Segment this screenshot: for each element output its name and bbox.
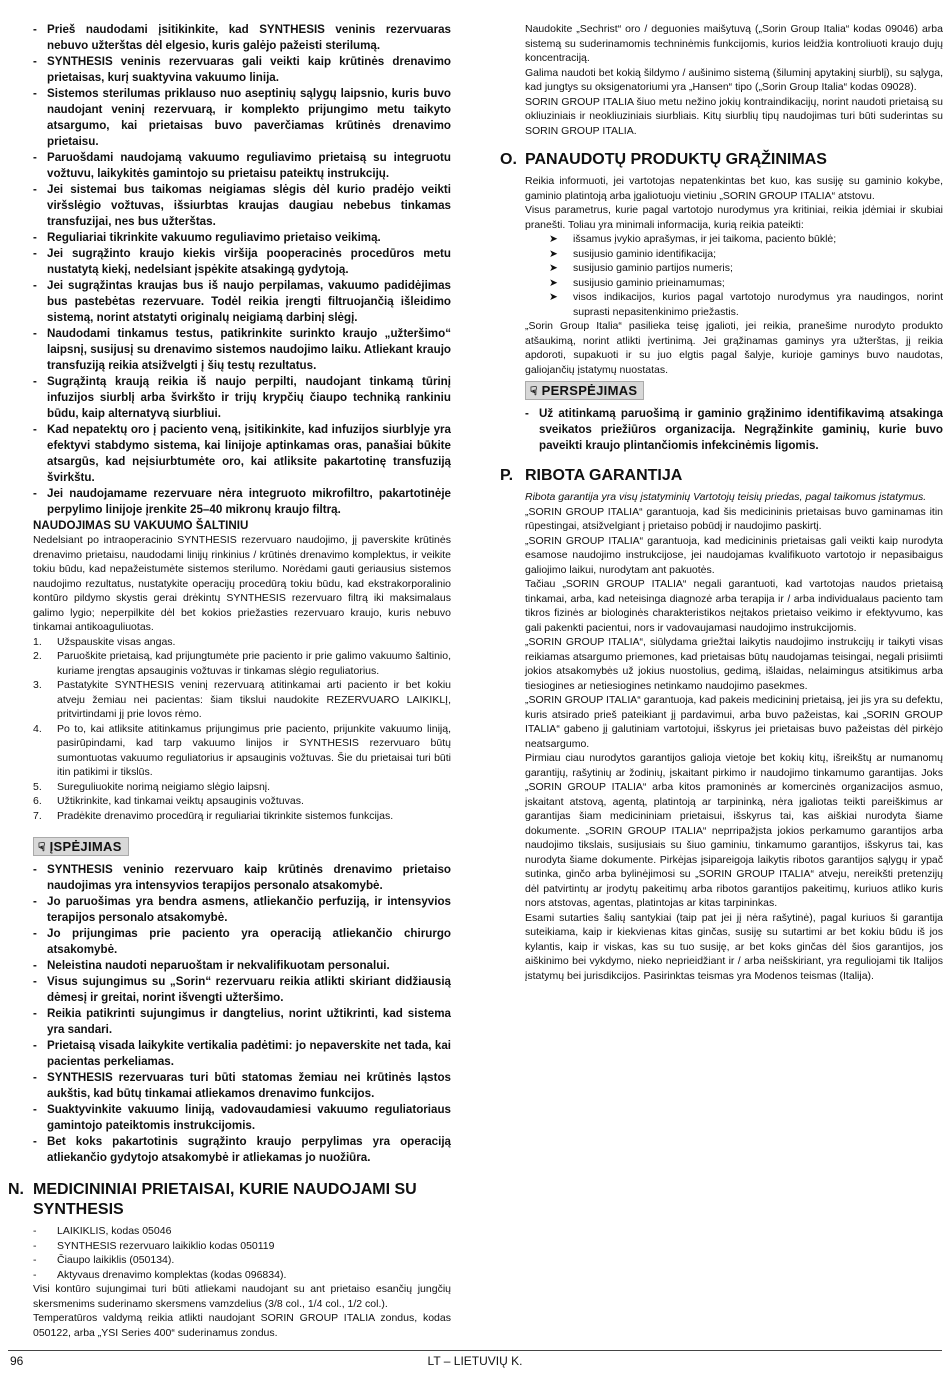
page-number: 96 xyxy=(10,1354,24,1368)
caution-list xyxy=(525,406,943,454)
list-item: - Prieš naudodami įsitikinkite, kad SYNTHESIS veninis rezervuaras nebuvo užterštas dėl elgesio, kuris galėjo pažeisti sterilumą. xyxy=(33,22,451,54)
warning-wrapper xyxy=(33,833,451,862)
caution-label: PERSPĖJIMAS xyxy=(541,383,638,398)
list-item: - Sugrąžintą kraują reikia iš naujo perpilti, naudojant tinkamą tūrinį infuzijos siurblį arba švirkšto ir trijų krypčių čiaupo techniką rankiniu būdu, kaip alternatyvą siurbliui. xyxy=(33,374,451,422)
footer-language: LT – LIETUVIŲ K. xyxy=(427,1354,523,1368)
list-item: - SYNTHESIS veninis rezervuaras gali veikti kaip krūtinės drenavimo prietaisas, kurį suaktyvina vakuumo linija. xyxy=(33,54,451,86)
top-paragraph: Galima naudoti bet kokią šildymo / aušinimo sistemą (šiluminį apytakinį siurblį), su sąlyga, kad jungtys su oksigenatoriumi yra „Hansen“ tipo („Sorin Group Italia“ kodas 09028). xyxy=(525,66,943,93)
section-p-paragraph: „SORIN GROUP ITALIA“ garantuoja, kad medicininis prietaisas gali veikti kaip nurodyta esamose naudojimo instrukcijose, jei naudojamas kvalifikuoto vartotojo ir nepasibaigus galiojimo laikui, nurodytam ant pakuotės. xyxy=(525,534,943,576)
section-p-paragraph: Tačiau „SORIN GROUP ITALIA“ negali garantuoti, kad vartotojas naudos prietaisą tinkamai, arba, kad neteisinga diagnozė arba terapija ir / arba individualaus paciento tam tikros fizinės ar biologinės charakteristikos neįtakos prietaiso veikimo ir efektyvumo, kas gali pakenkti pacientui, nors ir vadovaujamasi naudojimo instrukcijomis. xyxy=(525,578,943,634)
list-item: ➤ susijusio gaminio partijos numeris; xyxy=(549,262,733,274)
list-item: - Neleistina naudoti neparuoštam ir nekvalifikuotam personalui. xyxy=(33,958,451,974)
section-p-paragraph: Esami sutarties šalių santykiai (taip pat jei jį nėra rašytinė), pagal kuriuos ši garantija suteikiama, kaip ir kiekvienas kitas ginčas, susiję su sutartimi ar bet kokiu būdu iš jos kylantis, kaip ir viskas, kas su tuo susiję, ar bet koks ginčas dėl šios garantijos, jos aiškinimo bei vykdymo, nieko neprieidžiant ir / arba neišskiriant, yra reguliojami tik Italijos įstatymų bei jurisdikcijos. Pasirinktas teismas yra Modenos teismas (Italija). xyxy=(525,911,943,982)
list-item: - Čiaupo laikiklis (050134). xyxy=(33,1253,451,1268)
list-item: ➤ išsamus įvykio aprašymas, ir jei taikoma, paciento būklė; xyxy=(549,233,837,245)
right-column xyxy=(500,22,943,983)
section-n-paragraph: Visi kontūro sujungimai turi būti atliekami naudojant su ant prietaiso esančių jungčių skersmenims suderinamo skersmens vamzdelius (3/8 col., 1/4 col., 1/2 col.). xyxy=(33,1283,451,1310)
section-letter: O. xyxy=(500,151,517,168)
hand-pointer-icon: ☟ xyxy=(38,839,46,854)
list-item xyxy=(33,678,451,722)
list-item xyxy=(33,780,451,795)
section-o-paragraph: Reikia informuoti, jei vartotojas nepatenkintas bet kuo, kas susiję su gaminio kokybe, gaminio platintoją arba įgaliotuoju vietiniu „SORIN GROUP ITALIA“ atstovu. xyxy=(525,175,943,202)
top-paragraph: SORIN GROUP ITALIA šiuo metu nežino jokių kontraindikacijų, norint naudoti prietaisą su okliuziniais ir neokliuziniais siurbliais. Kitų siurblių tipų naudojimas turi būti suderintas su SORIN GROUP ITALIA. xyxy=(525,95,943,137)
list-item xyxy=(33,722,451,780)
step-number: 6. xyxy=(33,795,42,807)
step-text: Paruoškite prietaisą, kad prijungtumėte prie paciento ir prie galimo vakuumo šaltinio, kuriame įrengtas apsauginis vožtuvas ir tinkamas slėgio reguliatorius. xyxy=(57,650,451,677)
vacuum-heading: NAUDOJIMAS SU VAKUUMO ŠALTINIU xyxy=(33,519,249,532)
list-item: - LAIKIKLIS, kodas 05046 xyxy=(33,1224,451,1239)
section-p-paragraph: „SORIN GROUP ITALIA“ garantuoja, kad pakeis medicininį prietaisą, jei jis yra su defektu, kuris atsirado prieš pateikiant jį pardavimui, arba buvo pažeistas, kai „SORIN GROUP ITALIA“ gabeno jį galutiniam vartotojui, išskyrus jei prietaisas buvo pažeistas dėl pirkėjo neatsargumo. xyxy=(525,694,943,750)
list-item: ➤ susijusio gaminio prieinamumas; xyxy=(549,276,725,289)
step-number: 7. xyxy=(33,809,42,822)
section-p-paragraph: Pirmiau ciau nurodytos garantijos galioja vietoje bet kokių kitų, išreikštų ar numanomų garantijų, rašytinių ar žodinių, įskaitant pirkimo ir naudojimo tinkamumo garantijas. Joks „SORIN GROUP ITALIA“ arba kitos pramoninės ar komercinės organizacijos asmuo, įskaitant atstovą, agentą, platintoją ar tarpininką, nėra įgaliotas teikti pareiškimus ar garantijas šiam medicininiam prietaisui, išskyrus tai, kas aiškiai nurodyta šiame dokumente. „SORIN GROUP ITALIA“ neprripažįsta jokios perkamumo garantijos arba naudojimo tikslais, susijusiais su šiuo gaminiu, tinkamumo garantijos, išskyrus tai, kas nurodyta šiame dokumente. Pirkėjas įsipareigoja laikytis ribotos garantijos sąlygų ir ypač sutinka, ginčo arba bylinėjimosi su „SORIN GROUP ITALIA“ atveju, nereikšti pretenzijų dėl patvirtintų ar įrodytų pakeitimų arba ribotos garantijos pakeitimų, kuriuos atliko kuris nors atstovas, agentas, platintojas ar kitas tarpininkas. xyxy=(525,752,943,909)
arrow-bullet-icon: ➤ xyxy=(549,233,558,245)
section-p-intro: Ribota garantija yra visų įstatyminių Vartotojų teisių priedas, pagal taikomus įstatymus. xyxy=(525,491,927,503)
section-heading: RIBOTA GARANTIJA xyxy=(525,467,683,484)
list-item: - Jo paruošimas yra bendra asmens, atliekančio perfuziją, ir intensyvios terapijos personalo atsakomybė. xyxy=(33,894,451,926)
list-item: ➤ visos indikacijos, kurios pagal vartotojo nurodymus yra naudingos, norint suprasti nepasitenkinimo priežastis. xyxy=(549,291,943,318)
list-item: - Sistemos sterilumas priklauso nuo aseptinių sąlygų laipsnio, kuris buvo naudojant veninį rezervuarą, ir komplekto prijungimo metu taikyto atsargumo, kai prietaisas buvo paverčiamas krūtinės drenavimo prietaisu. xyxy=(33,86,451,150)
list-item: - SYNTHESIS veninio rezervuaro kaip krūtinės drenavimo prietaiso naudojimas yra intensyvios terapijos personalo atsakomybė. xyxy=(33,862,451,894)
section-n-title xyxy=(8,1180,451,1220)
step-number: 4. xyxy=(33,722,42,735)
list-item xyxy=(33,809,451,824)
list-item xyxy=(33,794,451,809)
caution-badge xyxy=(525,381,644,400)
arrow-bullet-icon: ➤ xyxy=(549,262,558,274)
list-item: - Paruošdami naudojamą vakuumo reguliavimo prietaisą su integruotu vožtuvu, laikykitės gamintojo su prietaisu pateiktų instrukcijų. xyxy=(33,150,451,182)
list-item: - SYNTHESIS rezervuaro laikiklio kodas 050119 xyxy=(33,1239,451,1254)
list-item: - Jei sugrąžinto kraujo kiekis viršija pooperacinės procedūros metu nustatytą kiekį, nedelsiant įspėkite atsakingą gydytoją. xyxy=(33,246,451,278)
list-item: - Reguliariai tikrinkite vakuumo reguliavimo prietaiso veikimą. xyxy=(33,230,451,246)
section-letter: P. xyxy=(500,467,514,484)
section-heading: PANAUDOTŲ PRODUKTŲ GRĄŽINIMAS xyxy=(525,151,827,168)
arrow-bullet-icon: ➤ xyxy=(549,276,558,289)
list-item: - Naudodami tinkamus testus, patikrinkite surinkto kraujo „užteršimo“ laipsnį, susijusį su drenavimo sistemos naudojimo laiku. Atliekant kraujo transfuziją reikia atsižvelgti į šių testų rezultatus. xyxy=(33,326,451,374)
list-item: - Jei sistemai bus taikomas neigiamas slėgis dėl kurio pradėjo veikti viršslėgio vožtuvas, išsiurbtas kraujas daugiau nebebus tinkamas transfuzijai, nes bus užterštas. xyxy=(33,182,451,230)
section-o-paragraph: „Sorin Group Italia“ pasilieka teisę įgalioti, jei reikia, pranešime nurodyto produkto atšaukimą, norint atlikti įvertinimą. Jei grąžinamas gaminys yra užterštas, jį reikia apdoroti, supakuoti ir su juo elgtis pagal šalyje, kurioje gaminys buvo naudotas, galiojančių įstatymų nuostatas. xyxy=(525,320,943,376)
section-p-paragraph: „SORIN GROUP ITALIA“ garantuoja, kad šis medicininis prietaisas buvo gaminamas itin rūpestingai, atsižvelgiant į prietaiso pobūdį ir naudojimo paskirtį. xyxy=(525,505,943,532)
list-item: ➤ susijusio gaminio identifikacija; xyxy=(549,247,716,260)
steps-list xyxy=(33,635,451,824)
step-text: Sureguliuokite norimą neigiamo slėgio laipsnį. xyxy=(57,780,271,793)
arrow-bullet-icon: ➤ xyxy=(549,247,558,260)
list-item: - Jo prijungimas prie paciento yra operaciją atliekančio chirurgo atsakomybė. xyxy=(33,926,451,958)
step-text: Užtikrinkite, kad tinkamai veiktų apsauginis vožtuvas. xyxy=(57,795,304,807)
step-number: 3. xyxy=(33,679,42,691)
list-item: - Jei naudojamame rezervuare nėra integruoto mikrofiltro, pakartotinėje perpylimo linijoje įrenkite 25–40 mikronų kraujo filtrą. xyxy=(33,486,451,518)
list-item: - Bet koks pakartotinis sugrąžinto kraujo perpylimas yra operaciją atliekančio gydytojo atsakomybė ir atliekamas jo nuožiūra. xyxy=(33,1134,451,1166)
top-paragraph: Naudokite „Sechrist“ oro / deguonies maišytuvą („Sorin Group Italia“ kodas 09046) arba sistemą su suderinamomis techninėmis funkcijomis, kurios leidžia kontroliuoti kraujo dujų koncentraciją. xyxy=(525,23,943,64)
list-item: - Visus sujungimus su „Sorin“ rezervuaru reikia atlikti skiriant didžiausią dėmesį ir greitai, norint išvengti užteršimo. xyxy=(33,974,451,1006)
list-item: - SYNTHESIS rezervuaras turi būti statomas žemiau nei krūtinės ląstos aukštis, kad būtų tinkamai atliekamos drenavimo funkcijos. xyxy=(33,1070,451,1102)
vacuum-paragraph: Nedelsiant po intraoperacinio SYNTHESIS rezervuaro naudojimo, jį paverskite krūtinės drenavimo prietaisu, naudodami linijų rinkinius / krūtinės drenavimo komplektus, ir veikite tokiu būdu, kad nepažeistumėte sistemos sterilumo. Norėdami gauti geriausius sistemos naudojimo rezultatus, nustatykite operacijų procedūrą tokiu būdu, kad ekstrakorporalinio kontūro pildymo skystis gerai drėkintų SYNTHESIS rezervuaro filtrą iki maksimalaus galimo lygio; neperpilkite dėl bet kokios priežasties rezervuaro kraujo, kuris nebuvo tinkamai antikoaguliuotas. xyxy=(33,534,451,633)
bullet-list-precautions xyxy=(33,22,451,518)
list-item: - Jei sugrąžintas kraujas bus iš naujo perpilamas, vakuumo padidėjimas bus pastebėtas rezervuare. Todėl reikia įrengti filtruojančią išleidimo sistemą, norint atstatyti originalų neigiamą darbinį slėgį. xyxy=(33,278,451,326)
warning-badge xyxy=(33,837,129,856)
hand-pointer-icon: ☟ xyxy=(530,383,538,398)
bullet-list-warnings xyxy=(33,862,451,1166)
devices-list xyxy=(33,1224,451,1282)
section-p-paragraph: „SORIN GROUP ITALIA“, siūlydama griežtai laikytis naudojimo instrukcijų ir taikyti visas reikiamas atsargumo priemones, kad prietaisas būtų naudojamas teisingai, negali prisiimti jokios atsakomybės už jokius nuostolius, gedimą, išlaidas, nelaimingus atsitikimus arba tiesiogines ar netiesiogines netinkamo naudojimo pasekmes. xyxy=(525,636,943,692)
list-item: - Kad nepatektų oro į paciento veną, įsitikinkite, kad infuzijos siurblyje yra efektyvi stabdymo sistema, kai linijoje aptinkamas oras, panašiai būkite atsargūs, kad neįsiurbtumėte oro, kai atliksite pakartotinę transfuziją švirkštu. xyxy=(33,422,451,486)
info-list xyxy=(525,232,943,319)
step-number: 5. xyxy=(33,780,42,793)
list-item: - Aktyvaus drenavimo komplektas (kodas 096834). xyxy=(33,1268,451,1283)
step-number: 1. xyxy=(33,635,42,648)
step-number: 2. xyxy=(33,650,42,662)
section-heading: MEDICININIAI PRIETAISAI, KURIE NAUDOJAMI SU SYNTHESIS xyxy=(33,1181,417,1218)
section-o-paragraph: Visus parametrus, kurie pagal vartotojo nurodymus yra kritiniai, reikia įdėmiai ir skubiai pranešti. Toliau yra minimali informacija, kurią reikia pateikti: xyxy=(525,204,943,231)
footer-divider xyxy=(8,1350,942,1351)
list-item: - Prietaisą visada laikykite vertikalia padėtimi: jo nepaverskite net tada, kai pacientas perkeliamas. xyxy=(33,1038,451,1070)
step-text: Po to, kai atliksite atitinkamus prijungimus prie paciento, prijunkite vakuumo liniją, pasirūpindami, kad tarp vakuumo linijos ir SYNTHESIS rezervuaro būtų sumontuotas vakuumo reguliatorius ir apsauginis vožtuvas. Šie du prietaisai turi būti itin patikimi ir tikslūs. xyxy=(57,722,451,778)
list-item xyxy=(33,649,451,678)
section-p-title xyxy=(500,466,943,486)
list-item xyxy=(33,635,451,650)
section-o-title xyxy=(500,150,943,170)
left-column xyxy=(8,22,451,1340)
caution-wrapper xyxy=(525,377,943,406)
section-n-paragraph: Temperatūros valdymą reikia atlikti naudojant SORIN GROUP ITALIA zondus, kodas 050122, arba „YSI Series 400“ suderinamus zondus. xyxy=(33,1312,451,1339)
arrow-bullet-icon: ➤ xyxy=(549,291,558,303)
section-letter: N. xyxy=(8,1181,24,1198)
step-text: Pastatykite SYNTHESIS veninį rezervuarą atitinkamai arti paciento ir bet kokiu atveju žemiau nei pacientas: šiam tikslui naudokite REZERVUARO LAIKIKLĮ, pritvirtindami jį prie lovos rėmo. xyxy=(57,679,451,720)
list-item: - Už atitinkamą paruošimą ir gaminio grąžinimo identifikavimą atsakinga sveikatos priežiūros organizacija. Negrąžinkite gaminių, kurie buvo paveikti kraujo plintančiomis infekcinėmis ligomis. xyxy=(525,406,943,454)
list-item: - Suaktyvinkite vakuumo liniją, vadovaudamiesi vakuumo reguliatoriaus gamintojo pateiktomis instrukcijomis. xyxy=(33,1102,451,1134)
step-text: Pradėkite drenavimo procedūrą ir reguliariai tikrinkite sistemos funkcijas. xyxy=(57,809,394,822)
step-text: Užspauskite visas angas. xyxy=(57,635,176,648)
warning-label: ĮSPĖJIMAS xyxy=(49,839,122,854)
list-item: - Reikia patikrinti sujungimus ir dangtelius, norint užtikrinti, kad sistema yra sandari. xyxy=(33,1006,451,1038)
